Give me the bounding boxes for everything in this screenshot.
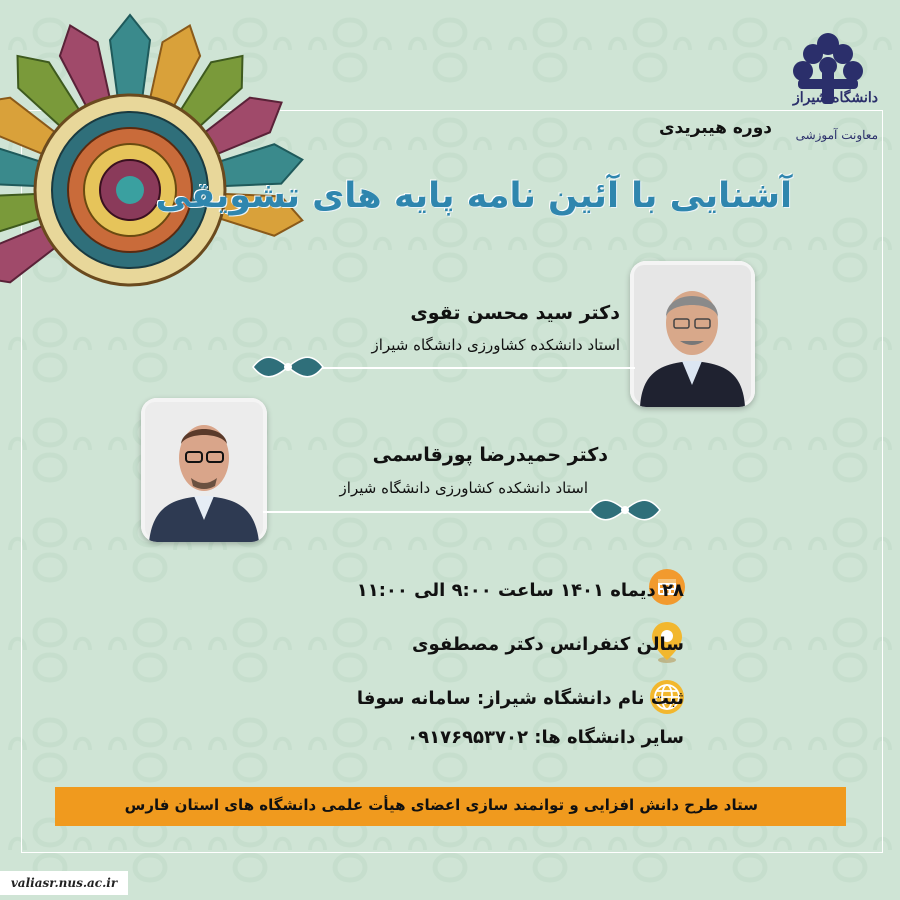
speaker-2-divider [263,511,603,513]
speaker-2-name: دکتر حمیدرضا پورقاسمی [372,444,608,466]
speaker-2-portrait-icon [141,398,267,542]
location: سالن کنفرانس دکتر مصطفوی [412,634,684,655]
site-url: valiasr.nus.ac.ir [0,871,128,895]
department-name: معاونت آموزشی [795,128,878,142]
university-name: دانشگاه شیراز [792,90,878,106]
speaker-1-role: استاد دانشکده کشاورزی دانشگاه شیراز [371,336,620,354]
speaker-2-ornament-icon [585,495,665,525]
speaker-2-role: استاد دانشکده کشاورزی دانشگاه شیراز [339,479,588,497]
speaker-1-photo [630,261,755,407]
course-label: دوره هیبریدی [658,118,772,138]
speaker-1-name: دکتر سید محسن تقوی [410,302,620,324]
page-title: آشنایی با آئین نامه پایه های تشویقی [155,176,792,216]
speaker-1-portrait-icon [630,261,755,407]
mandala-ornament [0,0,340,340]
other-universities: سایر دانشگاه ها: ۰۹۱۷۶۹۵۳۷۰۲ [407,727,684,748]
date-time: ۲۸ دیماه ۱۴۰۱ ساعت ۹:۰۰ الی ۱۱:۰۰ [356,580,684,601]
footer-banner [55,787,846,826]
registration: ثبت نام دانشگاه شیراز: سامانه سوفا [356,688,684,709]
speaker-2-photo [141,398,267,542]
speaker-1-ornament-icon [248,352,328,382]
banner-text: ستاد طرح دانش افزایی و توانمند سازی اعضای هیأت علمی دانشگاه های استان فارس [124,796,758,814]
